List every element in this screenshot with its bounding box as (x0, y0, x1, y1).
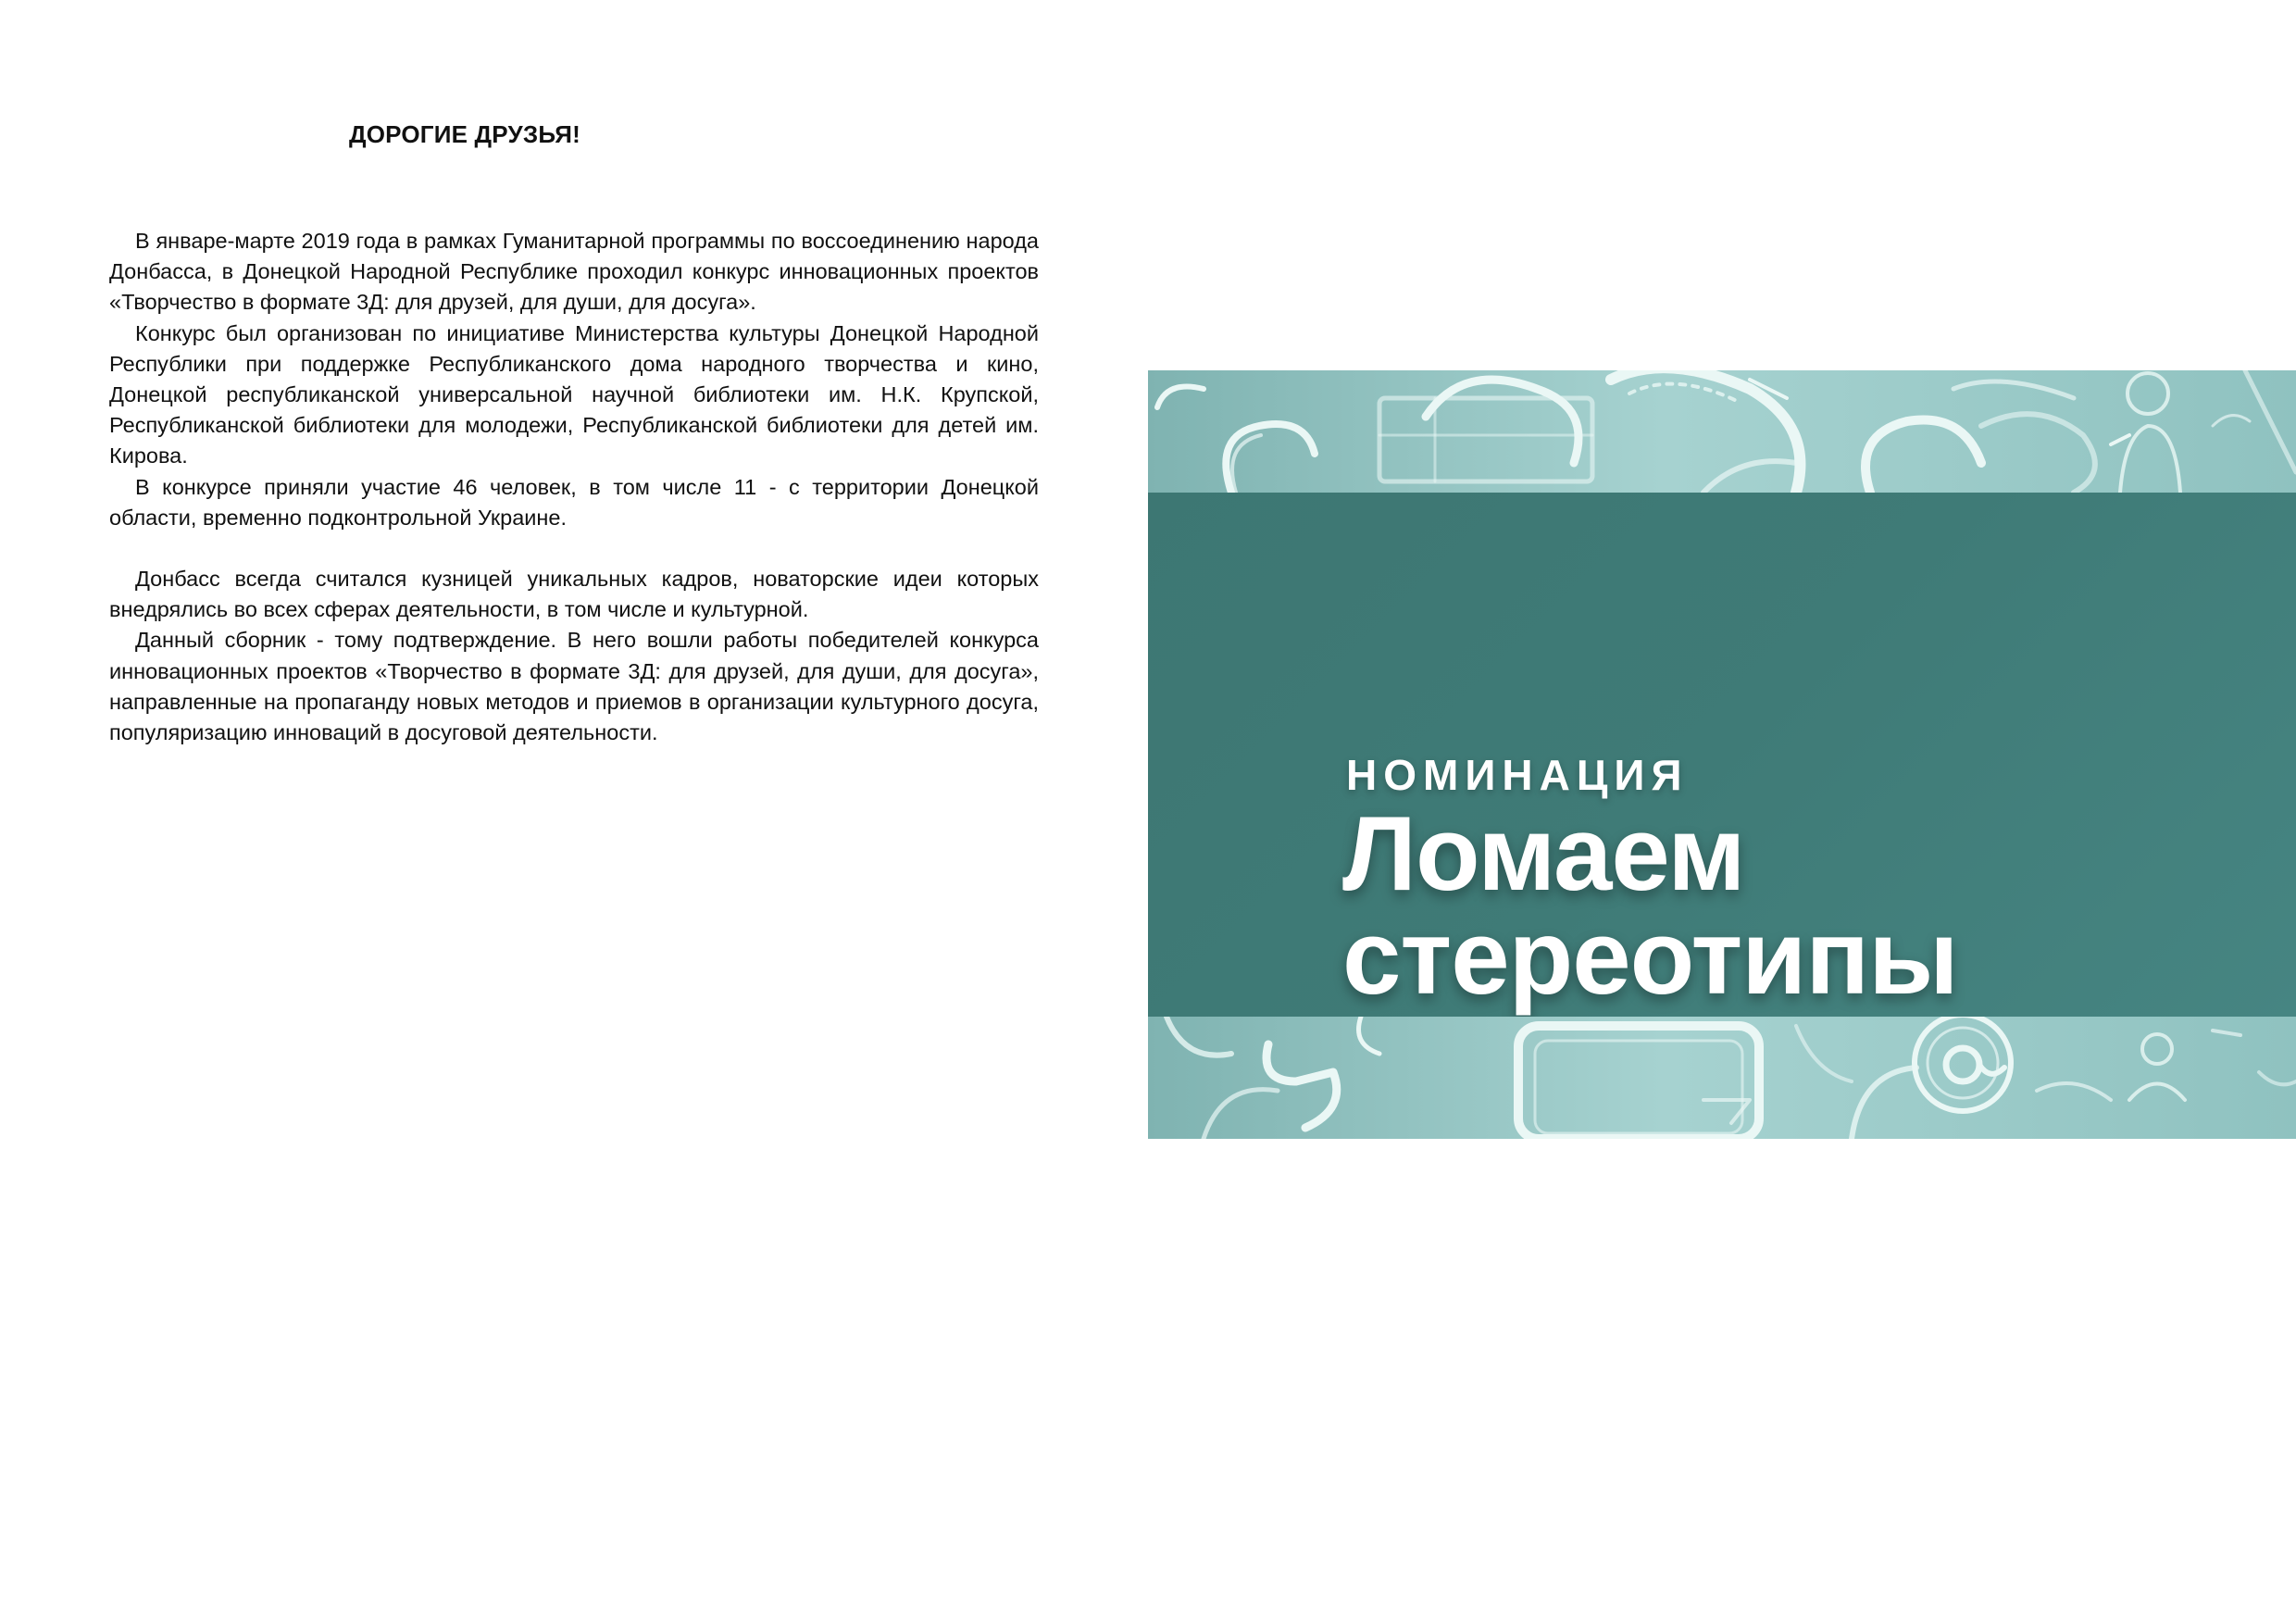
title-line-1: Ломаем (1342, 795, 1745, 913)
doodle-sketch-icon (1148, 370, 2296, 493)
title-band (1148, 493, 2296, 1017)
nomination-banner (1148, 370, 2296, 1139)
sketch-illustration-top (1148, 370, 2296, 493)
page-heading: ДОРОГИЕ ДРУЗЬЯ! (349, 120, 580, 148)
paragraph: Донбасс всегда считался кузницей уникальных кадров, новаторские идеи которых внедрялись во всех сферах деятельности, в том числе и культурной. (109, 567, 1039, 622)
sketch-illustration-bottom (1148, 1017, 2296, 1139)
title-line-2: стереотипы (1342, 899, 1958, 1017)
right-page (1148, 0, 2296, 1624)
paragraph: Данный сборник - тому подтверждение. В него вошли работы победителей конкурса инновационных проектов «Творчество в формате 3Д: для друзей, для души, для досуга», направленные на пропаганду новых методов и приемов в организации культурного досуга, популяризацию инноваций в досуговой деятельности. (109, 628, 1039, 745)
intro-text (109, 226, 1039, 748)
doodle-sketch-icon (1148, 1017, 2296, 1139)
nomination-label: НОМИНАЦИЯ (1346, 751, 1689, 799)
paragraph: В январе-марте 2019 года в рамках Гуманитарной программы по воссоединению народа Донбасса, в Донецкой Народной Республике проходил конкурс инновационных проектов «Творчество в формате 3Д: для друзей, для души, для досуга». (109, 229, 1039, 315)
paragraph: В конкурсе приняли участие 46 человек, в том числе 11 - с территории Донецкой области, временно подконтрольной Украине. (109, 474, 1039, 530)
paragraph: Конкурс был организован по инициативе Министерства культуры Донецкой Народной Республики при поддержке Республиканского дома народного творчества и кино, Донецкой республиканской универсальной научной библиотеки им. Н.К. Крупской, Республиканской библиотеки для молодежи, Республиканской библиотеки для детей им. Кирова. (109, 320, 1039, 468)
nomination-title (1342, 795, 1958, 1017)
